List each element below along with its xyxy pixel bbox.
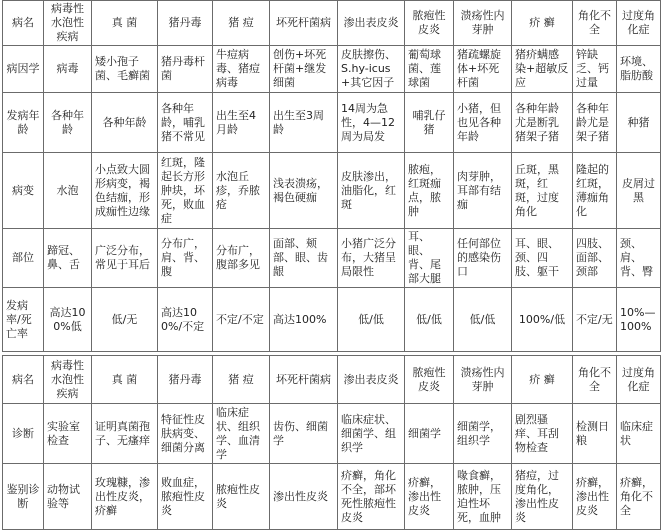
header-cell: 溃疡性内芽肿 [454,356,512,404]
table-cell: 齿伤、细菌学 [270,404,338,464]
row-label: 病变 [3,153,44,229]
header-cell: 病毒性水泡性疾病 [44,356,92,404]
table-cell: 牛痘病毒、猪痘病毒 [213,46,270,93]
table-cell: 蹄冠、鼻、舌 [44,229,92,288]
table-cell: 皮肤擦伤、S.hy-icus+其它因子 [338,46,405,93]
table-cell: 低/低 [405,288,454,352]
table-cell: 疥癣，渗出性皮炎 [405,464,454,530]
table-cell: 剧烈骚痒、耳刮物检查 [512,404,573,464]
table-cell: 疥癣，角化不全，部坏死性脓疱性皮炎 [338,464,405,530]
table-cell: 100%/低 [512,288,573,352]
table-cell: 14周为急性，4—12周为局发 [338,93,405,153]
table-row-onset-age [3,93,661,153]
disease-comparison-table-2 [2,355,661,530]
header-cell: 坏死杆菌病 [270,1,338,46]
table-cell: 检测日粮 [573,404,617,464]
table-cell: 分布广，肩、背、腹 [158,229,213,288]
table-cell: 脓疱性皮炎 [213,464,270,530]
table-cell: 分布广，腹部多见 [213,229,270,288]
table-cell: 葡萄球菌、莲球菌 [405,46,454,93]
table-cell: 小猪广泛分布，大猪呈局限性 [338,229,405,288]
table-cell: 低/低 [454,288,512,352]
header-cell: 猪 痘 [213,356,270,404]
table-cell: 实验室检查 [44,404,92,464]
header-cell: 真 菌 [92,1,158,46]
table-cell: 高达100%/不定 [158,288,213,352]
table-cell: 动物试验等 [44,464,92,530]
header-cell: 溃疡性内芽肿 [454,1,512,46]
table-cell: 细菌学，组织学 [454,404,512,464]
table-row-diagnosis [3,404,661,464]
table-cell: 临床症状、组织学、血清学 [213,404,270,464]
table-cell: 不定/无 [573,288,617,352]
table-cell: 猪疏螺旋体+坏死杆菌 [454,46,512,93]
table-row-morbidity [3,288,661,352]
table-cell: 低/低 [338,288,405,352]
table-cell: 猪痘，过度角化，渗出性皮炎 [512,464,573,530]
table-cell: 各种年龄 [44,93,92,153]
header-cell: 猪丹毒 [158,356,213,404]
row-label: 发病率/死亡率 [3,288,44,352]
table-cell: 脓疱，红斑痂点，脓肿 [405,153,454,229]
header-cell: 过度角化症 [617,356,661,404]
table-cell: 玫瑰糠，渗出性皮炎，疥癣 [92,464,158,530]
table-header-row [3,1,661,46]
table-cell: 疥癣，角化不全 [617,464,661,530]
table-cell: 锌缺乏、钙过量 [573,46,617,93]
table-cell: 浅表溃疡，褐色硬痂 [270,153,338,229]
table-cell: 出生至4月龄 [213,93,270,153]
table-cell: 低/无 [92,288,158,352]
table-cell: 肉芽肿，耳部有结痂 [454,153,512,229]
table-cell: 水泡丘疹，乔脓疮 [213,153,270,229]
table-cell: 种猪 [617,93,661,153]
table-cell: 红斑，隆起长方形肿块，坏死，败血症 [158,153,213,229]
table-cell: 10%—100% [617,288,661,352]
header-cell: 渗出表皮炎 [338,356,405,404]
table-row-etiology [3,46,661,93]
table-cell: 面部、颊部、眼、齿龈 [270,229,338,288]
row-label: 发病年龄 [3,93,44,153]
row-label: 部位 [3,229,44,288]
table-row-differential [3,464,661,530]
table-cell: 皮肤渗出，油脂化，红斑 [338,153,405,229]
header-cell: 渗出表皮炎 [338,1,405,46]
header-cell: 脓疱性皮炎 [405,1,454,46]
row-label: 诊断 [3,404,44,464]
header-cell: 猪丹毒 [158,1,213,46]
table-cell: 猪丹毒杆菌 [158,46,213,93]
table-cell: 各种年龄，哺乳猪不常见 [158,93,213,153]
table-cell: 喙食癣，脓肿，压迫性坏死，血肿 [454,464,512,530]
table-cell: 创伤+坏死杆菌+继发细菌 [270,46,338,93]
table-cell: 特征性皮肤病变、细菌分离 [158,404,213,464]
table-cell: 四肢、面部、颈部 [573,229,617,288]
table-cell: 渗出性皮炎 [270,464,338,530]
table-cell: 败血症，脓疱性皮炎 [158,464,213,530]
header-cell: 病名 [3,356,44,404]
table-cell: 任何部位的感染伤口 [454,229,512,288]
table-cell: 高达100%低 [44,288,92,352]
disease-comparison-table-1 [2,0,661,352]
header-cell: 角化不全 [573,1,617,46]
header-cell: 脓疱性皮炎 [405,356,454,404]
table-cell: 临床症状、细菌学、组织学 [338,404,405,464]
table-cell: 广泛分布，常见于耳后 [92,229,158,288]
table-cell: 矮小孢子菌、毛癣菌 [92,46,158,93]
table-cell: 哺乳仔猪 [405,93,454,153]
header-cell: 过度角化症 [617,1,661,46]
table-row-location [3,229,661,288]
table-cell: 各种年龄尤是断乳猪架子猪 [512,93,573,153]
table-cell: 耳、眼、颈、四肢、躯干 [512,229,573,288]
header-cell: 角化不全 [573,356,617,404]
table-cell: 隆起的红斑，薄痂角化 [573,153,617,229]
table-cell: 疥癣，渗出性皮炎 [573,464,617,530]
table-cell: 证明真菌孢子、无瘙痒 [92,404,158,464]
header-cell: 真 菌 [92,356,158,404]
table-cell: 出生至3周龄 [270,93,338,153]
table-cell: 高达100% [270,288,338,352]
table-cell: 各种年龄 [92,93,158,153]
table-cell: 病毒 [44,46,92,93]
header-cell: 疥 癣 [512,1,573,46]
table-cell: 不定/不定 [213,288,270,352]
row-label: 病因学 [3,46,44,93]
table-header-row [3,356,661,404]
header-cell: 疥 癣 [512,356,573,404]
header-cell: 猪 痘 [213,1,270,46]
table-cell: 耳、眼、背、尾部大腿 [405,229,454,288]
header-cell: 病毒性水泡性疾病 [44,1,92,46]
table-cell: 小点致大圆形病变，褐色结痂，形成痂性边缘 [92,153,158,229]
table-row-lesions [3,153,661,229]
table-cell: 丘斑，黑斑，红斑，过度角化 [512,153,573,229]
header-cell: 病名 [3,1,44,46]
table-cell: 小猪，但也见各种年龄 [454,93,512,153]
row-label: 鉴别诊断 [3,464,44,530]
table-cell: 水泡 [44,153,92,229]
table-cell: 皮屑过黑 [617,153,661,229]
header-cell: 坏死杆菌病 [270,356,338,404]
table-cell: 环境、脂肪酸 [617,46,661,93]
table-cell: 临床症状 [617,404,661,464]
table-cell: 颈、肩、背、臀 [617,229,661,288]
table-cell: 各种年龄尤是架子猪 [573,93,617,153]
table-cell: 猪疥螨感染+超敏反应 [512,46,573,93]
table-cell: 细菌学 [405,404,454,464]
